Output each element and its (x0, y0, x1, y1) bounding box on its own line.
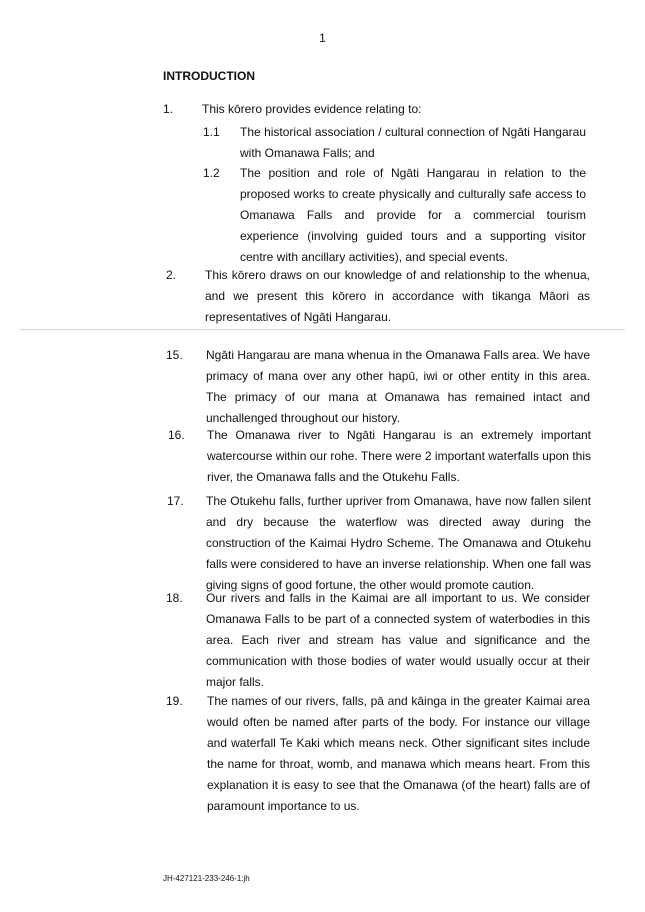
paragraph-18 (166, 588, 590, 693)
paragraph-number: 1. (163, 102, 174, 116)
paragraph-16 (168, 425, 591, 488)
paragraph-text: Ngāti Hangarau are mana whenua in the Omanawa Falls area. We have primacy of mana over any other hapū, iwi or other entity in this area. The primacy of our mana at Omanawa has remained intact and unchallenged throughout our history. (206, 348, 590, 425)
paragraph-1-2 (203, 163, 586, 268)
paragraph-2 (166, 265, 590, 328)
paragraph-number: 19. (166, 694, 183, 708)
paragraph-1 (163, 99, 603, 120)
paragraph-number: 2. (166, 268, 177, 282)
section-heading: INTRODUCTION (163, 69, 255, 83)
paragraph-text: The historical association / cultural connection of Ngāti Hangarau with Omanawa Falls; and (240, 125, 586, 160)
page-divider (20, 329, 625, 330)
paragraph-19 (166, 691, 590, 817)
paragraph-15 (166, 345, 590, 429)
paragraph-text: Our rivers and falls in the Kaimai are all important to us. We consider Omanawa Falls to be part of a connected system of waterbodies in this area. Each river and stream has value and significance and the communication with those bodies of water would usually occur at their major falls. (206, 591, 590, 689)
paragraph-number: 18. (166, 591, 183, 605)
document-reference-footer: JH-427121-233-246-1:jh (163, 874, 250, 883)
paragraph-text: The names of our rivers, falls, pā and kāinga in the greater Kaimai area would often be named after parts of the body. For instance our village and waterfall Te Kaki which means neck. Other significant sites include the name for throat, womb, and manawa which means heart. From this explanation it is easy to see that the Omanawa (of the heart) falls are of paramount importance to us. (207, 694, 590, 813)
paragraph-number: 1.1 (203, 125, 220, 139)
paragraph-1-1 (203, 122, 586, 164)
paragraph-text: The position and role of Ngāti Hangarau in relation to the proposed works to create physically and culturally safe access to Omanawa Falls and provide for a commercial tourism experience (involving guided tours and a supporting visitor centre with ancillary activities), and special events. (240, 166, 586, 264)
paragraph-number: 17. (167, 494, 184, 508)
paragraph-17 (167, 491, 591, 596)
paragraph-text: This kōrero provides evidence relating to: (202, 102, 422, 116)
paragraph-text: The Otukehu falls, further upriver from Omanawa, have now fallen silent and dry because the waterflow was directed away during the construction of the Kaimai Hydro Scheme. The Omanawa and Otukehu falls were considered to have an inverse relationship. When one fall was giving signs of good fortune, the other would promote caution. (206, 494, 591, 592)
paragraph-number: 15. (166, 348, 183, 362)
paragraph-number: 16. (168, 428, 185, 442)
page-number: 1 (319, 31, 326, 45)
paragraph-number: 1.2 (203, 166, 220, 180)
paragraph-text: This kōrero draws on our knowledge of and relationship to the whenua, and we present this kōrero in accordance with tikanga Māori as representatives of Ngāti Hangarau. (205, 268, 590, 324)
paragraph-text: The Omanawa river to Ngāti Hangarau is an extremely important watercourse within our rohe. There were 2 important waterfalls upon this river, the Omanawa falls and the Otukehu Falls. (207, 428, 591, 484)
